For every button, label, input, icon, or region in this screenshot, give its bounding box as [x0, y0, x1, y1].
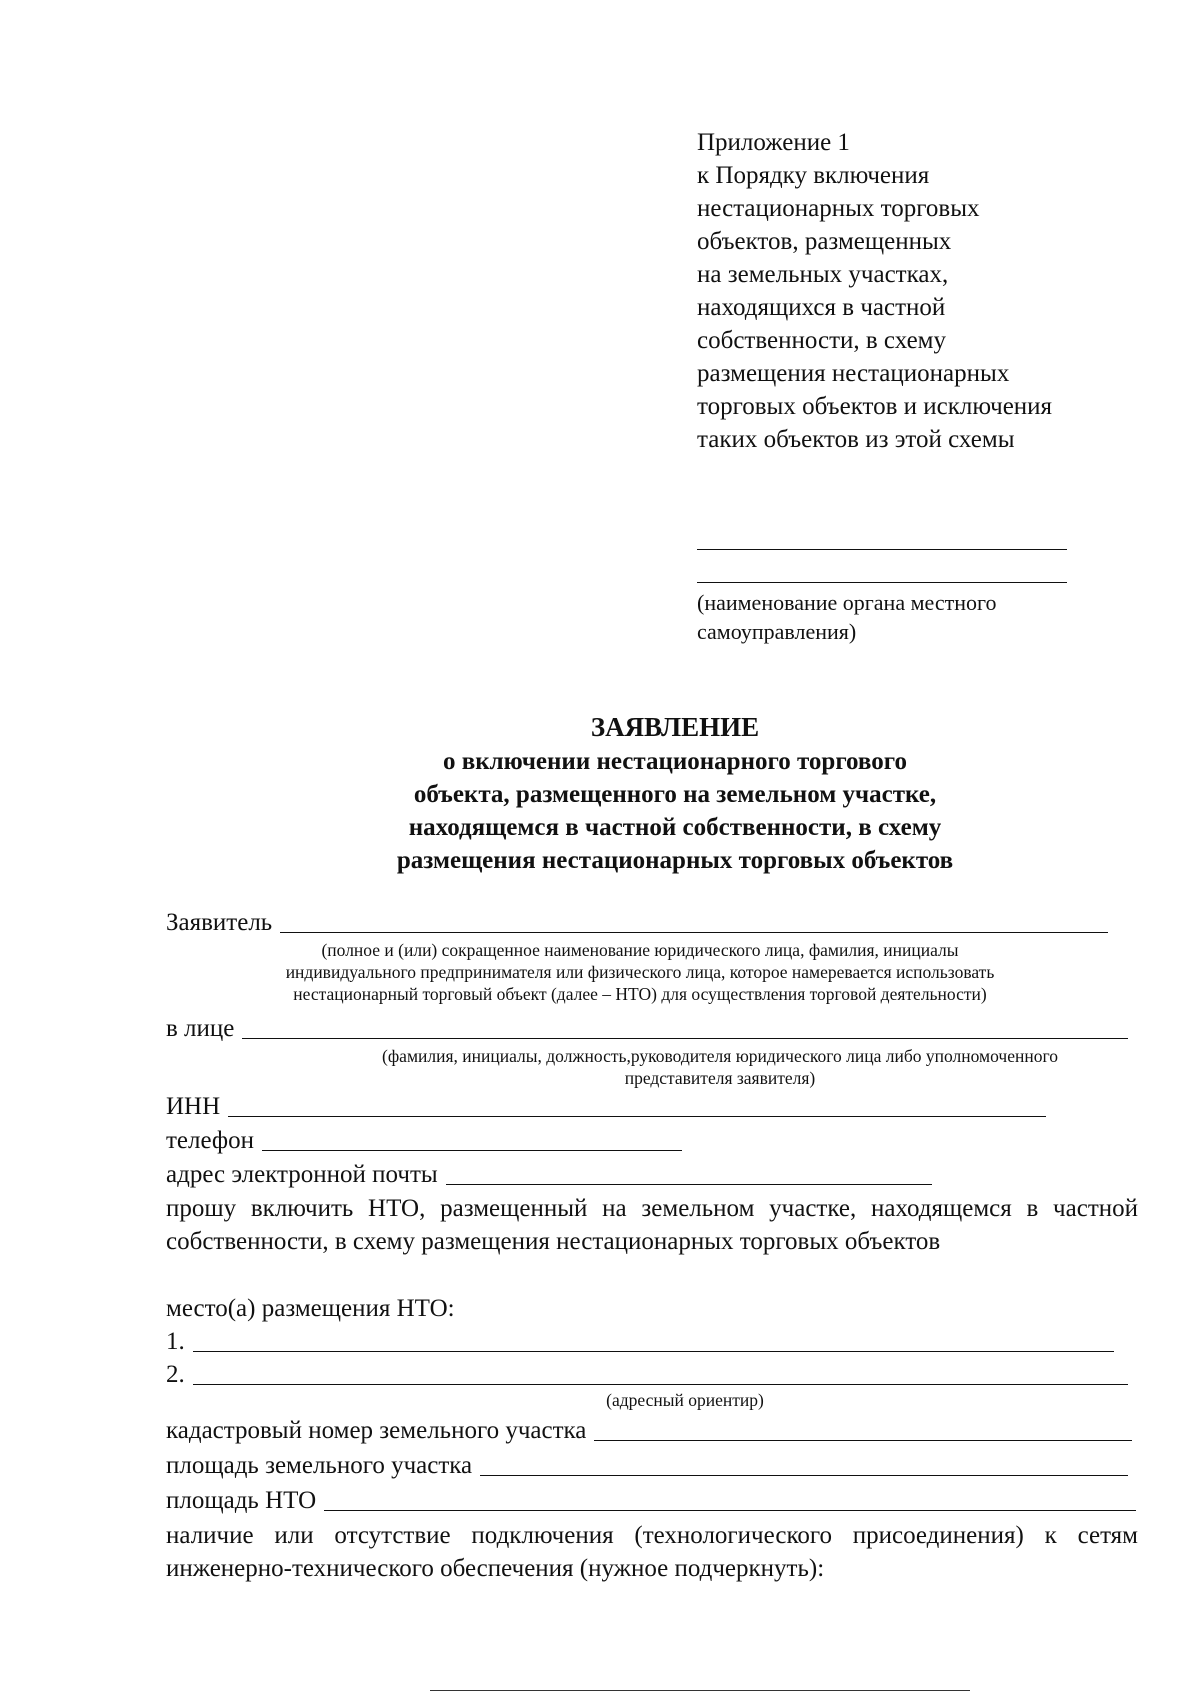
nto-area-field[interactable] — [324, 1510, 1136, 1511]
appendix-line: нестационарных торговых — [697, 195, 980, 222]
appendix-line: находящихся в частной — [697, 294, 946, 321]
representative-caption-line: (фамилия, инициалы, должность,руководителя юридического лица либо уполномоченного — [382, 1046, 1058, 1066]
authority-blank-line-1[interactable] — [697, 549, 1067, 550]
authority-blank-line-2[interactable] — [697, 582, 1067, 583]
place-1-number: 1. — [166, 1328, 185, 1355]
cadastral-field[interactable] — [594, 1440, 1132, 1441]
authority-caption-line: (наименование органа местного — [697, 590, 997, 615]
phone-row — [166, 1124, 682, 1157]
appendix-block — [697, 126, 1052, 456]
representative-row — [166, 1012, 1128, 1045]
appendix-line: собственности, в схему — [697, 327, 946, 354]
document-title: ЗАЯВЛЕНИЕ — [590, 712, 760, 742]
email-row — [166, 1158, 932, 1191]
phone-label: телефон — [166, 1127, 254, 1154]
places-label: место(а) размещения НТО: — [166, 1295, 455, 1322]
applicant-caption — [166, 939, 1114, 1005]
subtitle-line: объекта, размещенного на земельном участке, — [413, 781, 937, 808]
applicant-row — [166, 906, 1108, 939]
document-subtitle — [0, 745, 1200, 877]
connection-paragraph: наличие или отсутствие подключения (технологического присоединения) к сетям инженерно-технического обеспечения (нужное подчеркнуть): — [166, 1522, 1138, 1582]
appendix-line: на земельных участках, — [697, 261, 949, 288]
appendix-line: размещения нестационарных — [697, 360, 1010, 387]
land-area-label: площадь земельного участка — [166, 1452, 473, 1479]
nto-area-row — [166, 1484, 1136, 1517]
inn-field[interactable] — [228, 1116, 1046, 1117]
place-2-row — [166, 1358, 1128, 1391]
subtitle-line: находящемся в частной собственности, в схему — [408, 814, 942, 841]
authority-caption-line: самоуправления) — [697, 619, 857, 644]
land-area-field[interactable] — [480, 1475, 1128, 1476]
nto-area-label: площадь НТО — [166, 1487, 317, 1514]
authority-caption — [697, 588, 996, 646]
appendix-line: таких объектов из этой схемы — [697, 426, 1015, 453]
land-area-row — [166, 1449, 1128, 1482]
applicant-label: Заявитель — [166, 909, 273, 936]
applicant-caption-line: нестационарный торговый объект (далее – НТО) для осуществления торговой деятельности) — [293, 984, 987, 1004]
address-caption: (адресный ориентир) — [606, 1390, 764, 1410]
applicant-field[interactable] — [280, 932, 1108, 933]
representative-label: в лице — [166, 1015, 235, 1042]
representative-field[interactable] — [242, 1038, 1128, 1039]
cadastral-row — [166, 1414, 1132, 1447]
request-paragraph: прошу включить НТО, размещенный на земельном участке, находящемся в частной собственности, в схему размещения нестационарных торговых объектов — [166, 1195, 1138, 1255]
subtitle-line: размещения нестационарных торговых объектов — [396, 847, 954, 874]
inn-label: ИНН — [166, 1093, 221, 1120]
appendix-line: объектов, размещенных — [697, 228, 952, 255]
representative-caption — [300, 1045, 1140, 1089]
bottom-partial-line — [430, 1690, 970, 1691]
applicant-caption-line: (полное и (или) сокращенное наименование юридического лица, фамилия, инициалы — [321, 940, 959, 960]
representative-caption-line: представителя заявителя) — [624, 1068, 816, 1088]
cadastral-label: кадастровый номер земельного участка — [166, 1417, 587, 1444]
email-label: адрес электронной почты — [166, 1161, 438, 1188]
email-field[interactable] — [446, 1184, 932, 1185]
appendix-line: торговых объектов и исключения — [697, 393, 1053, 420]
subtitle-line: о включении нестационарного торгового — [442, 748, 907, 775]
inn-row — [166, 1090, 1046, 1123]
place-1-row — [166, 1325, 1114, 1358]
phone-field[interactable] — [262, 1150, 682, 1151]
place-2-number: 2. — [166, 1361, 185, 1388]
place-2-field[interactable] — [193, 1384, 1128, 1385]
place-1-field[interactable] — [193, 1351, 1114, 1352]
applicant-caption-line: индивидуального предпринимателя или физического лица, которое намеревается использовать — [285, 962, 995, 982]
appendix-line: Приложение 1 — [697, 129, 850, 156]
appendix-line: к Порядку включения — [697, 162, 930, 189]
